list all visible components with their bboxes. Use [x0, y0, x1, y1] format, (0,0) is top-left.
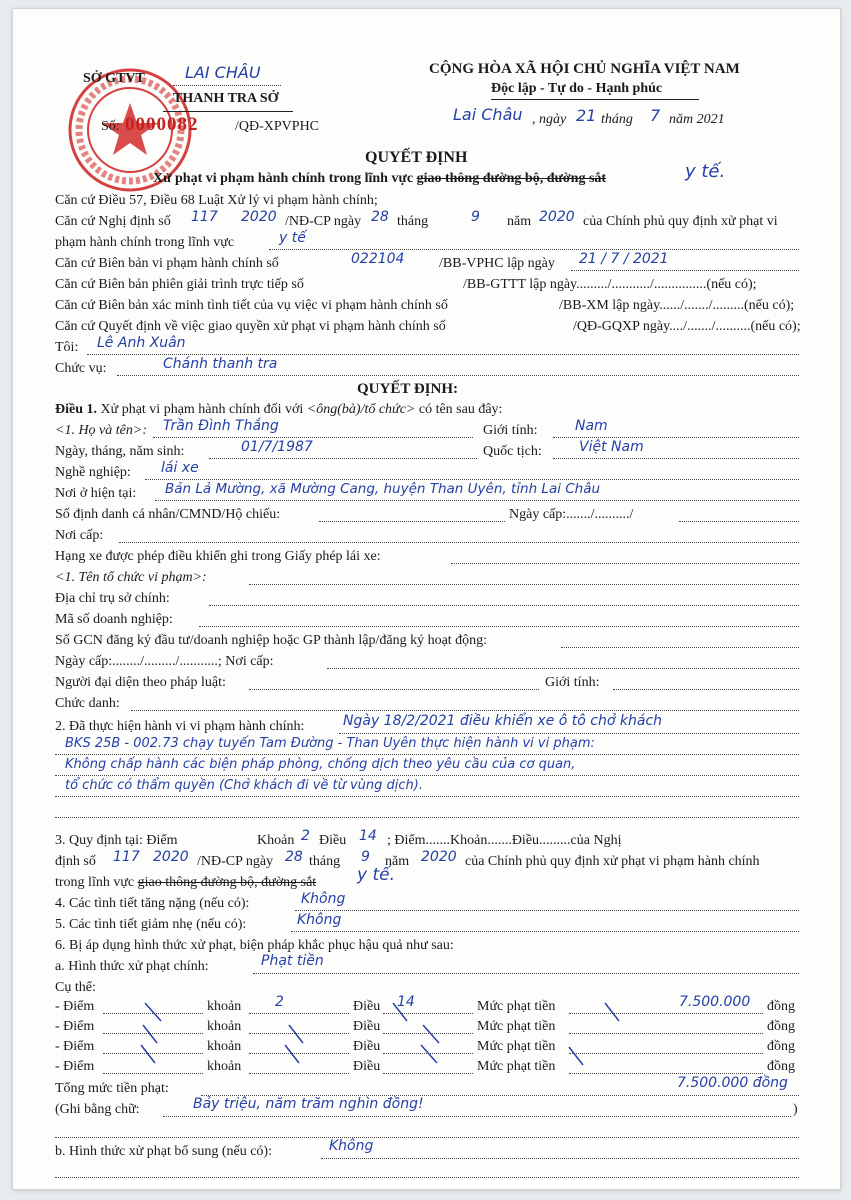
violation-text-1: Ngày 18/2/2021 điều khiển xe ô tô chở khách — [343, 713, 663, 729]
penalty-row-diem: - Điểm — [55, 1039, 95, 1054]
decision-title: QUYẾT ĐỊNH: — [357, 381, 458, 397]
regulation-decree-label: định số — [55, 854, 96, 869]
regulation-g: tháng — [309, 854, 341, 869]
regulation-khoan-label: Khoản — [257, 833, 295, 848]
penalty-words-value: Bảy triệu, năm trăm nghìn đồng! — [193, 1096, 424, 1112]
dotted-line — [269, 249, 799, 250]
mitigating-label: 5. Các tình tiết giảm nhẹ (nếu có): — [55, 917, 247, 932]
nationality-value: Việt Nam — [579, 439, 644, 455]
date-ngay-label: , ngày — [532, 112, 567, 127]
penalty-row-muc: Mức phạt tiền — [477, 999, 556, 1014]
decree-year: 2020 — [241, 209, 277, 225]
signer-label: Tôi: — [55, 340, 79, 355]
penalty-row-unit: đồng — [767, 1019, 795, 1034]
dotted-line — [295, 910, 799, 911]
dotted-line — [55, 817, 799, 818]
occupation-value: lái xe — [161, 460, 199, 476]
name-value: Trần Đình Thắng — [163, 418, 279, 434]
dotted-line — [153, 437, 473, 438]
record-date: 21 / 7 / 2021 — [579, 251, 669, 267]
position-value: Chánh thanh tra — [163, 356, 278, 372]
org-address-label: Địa chỉ trụ sở chính: — [55, 591, 170, 606]
dob-value: 01/7/1987 — [241, 439, 313, 455]
name-label: <1. Họ và tên>: — [55, 423, 147, 438]
org-rep-gender-label: Giới tính: — [545, 675, 600, 690]
regulation-label: 3. Quy định tại: Điểm — [55, 833, 178, 848]
regulation-decree-no: 117 — [113, 849, 140, 865]
basis-explain-label: Căn cứ Biên bản phiên giải trình trực tiếp số — [55, 277, 304, 292]
document-page — [12, 8, 841, 1190]
address-label: Nơi ở hiện tại: — [55, 486, 137, 501]
agency-province: LAI CHÂU — [185, 63, 261, 82]
penalty-row-muc: Mức phạt tiền — [477, 1059, 556, 1074]
violation-label: 2. Đã thực hiện hành vi vi phạm hành chính: — [55, 719, 305, 734]
penalty-total-label: Tổng mức tiền phạt: — [55, 1081, 169, 1096]
dotted-line — [155, 500, 799, 501]
penalty-row-dieu: Điều — [353, 1019, 381, 1034]
regulation-field-handwritten: y tế. — [357, 865, 395, 885]
org-issue-date: Ngày cấp:......../........./...........; Nơi cấp: — [55, 654, 274, 669]
dotted-line — [163, 1116, 791, 1117]
mitigating-value: Không — [297, 912, 342, 928]
signer-name: Lê Anh Xuân — [97, 335, 186, 351]
nationality-label: Quốc tịch: — [483, 444, 542, 459]
penalty-row-khoan: khoản — [207, 1059, 242, 1074]
dotted-line — [199, 626, 799, 627]
violation-text-3: Không chấp hành các biện pháp phòng, chống dịch theo yêu cầu của cơ quan, — [65, 757, 576, 772]
id-label: Số định danh cá nhân/CMND/Hộ chiếu: — [55, 507, 281, 522]
org-rep-label: Người đại diện theo pháp luật: — [55, 675, 226, 690]
dotted-line — [55, 1177, 799, 1178]
org-title-label: Chức danh: — [55, 696, 120, 711]
penalty-intro: 6. Bị áp dụng hình thức xử phạt, biện pháp khắc phục hậu quả như sau: — [55, 938, 454, 953]
violation-text-2: BKS 25B - 002.73 chạy tuyến Tam Đường - Than Uyên thực hiện hành vi vi phạm: — [65, 736, 595, 751]
penalty-row-amount: 7.500.000 — [679, 994, 751, 1010]
dotted-line — [679, 521, 799, 522]
org-taxcode-label: Mã số doanh nghiệp: — [55, 612, 173, 627]
basis-delegation-label: Căn cứ Quyết định về việc giao quyền xử phạt vi phạm hành chính số — [55, 319, 446, 334]
dotted-line — [553, 458, 799, 459]
doc-number-suffix: /QĐ-XPVPHC — [235, 119, 320, 134]
basis-decree-c: tháng — [397, 214, 429, 229]
date-day: 21 — [576, 106, 597, 125]
penalty-row-khoan: khoản — [207, 999, 242, 1014]
penalty-row-khoan-value: 2 — [275, 994, 284, 1010]
dotted-line — [253, 973, 799, 974]
dotted-line — [249, 584, 799, 585]
basis-explain-b: /BB-GTTT lập ngày........./.........../...............(nếu có); — [463, 277, 757, 292]
agency-prefix: SỞ GTVT — [83, 71, 145, 86]
dotted-line — [327, 668, 799, 669]
basis-verify-b: /BB-XM lập ngày....../......./.........(nếu có); — [559, 298, 795, 313]
penalty-total-value: 7.500.000 đồng — [677, 1075, 788, 1091]
penalty-row-khoan: khoản — [207, 1019, 242, 1034]
regulation-h: năm — [385, 854, 410, 869]
divider — [491, 99, 699, 100]
record-number: 022104 — [351, 251, 405, 267]
penalty-extra-value: Không — [329, 1138, 374, 1154]
penalty-row-unit: đồng — [767, 1039, 795, 1054]
empty-rows-strike-marks — [53, 999, 653, 1079]
dotted-line — [209, 458, 477, 459]
decree-month: 9 — [471, 209, 480, 225]
dotted-line — [55, 754, 799, 755]
aggravating-label: 4. Các tình tiết tăng nặng (nếu có): — [55, 896, 250, 911]
divider — [163, 111, 293, 112]
dotted-line — [55, 1137, 799, 1138]
aggravating-value: Không — [301, 891, 346, 907]
dotted-line — [571, 270, 799, 271]
gender-label: Giới tính: — [483, 423, 538, 438]
org-gcn-label: Số GCN đăng ký đầu tư/doanh nghiệp hoặc GP thành lập/đăng ký hoạt động: — [55, 633, 488, 648]
basis-decree-label: Căn cứ Nghị định số — [55, 214, 171, 229]
regulation-field: trong lĩnh vực giao thông đường bộ, đường sắt — [55, 875, 317, 890]
dotted-line — [55, 775, 799, 776]
penalty-words-label: (Ghi bằng chữ: — [55, 1102, 140, 1117]
basis-field-label: phạm hành chính trong lĩnh vực — [55, 235, 235, 250]
national-motto: Độc lập - Tự do - Hạnh phúc — [491, 81, 663, 96]
dotted-line — [561, 647, 799, 648]
decree-year2: 2020 — [539, 209, 575, 225]
date-year: năm 2021 — [669, 112, 725, 127]
id-date: Ngày cấp:......./........../ — [509, 507, 634, 522]
doc-number-prefix: Số: — [101, 119, 120, 134]
dotted-line — [319, 521, 505, 522]
occupation-label: Nghề nghiệp: — [55, 465, 131, 480]
penalty-row-diem: - Điểm — [55, 1059, 95, 1074]
basis-law: Căn cứ Điều 57, Điều 68 Luật Xử lý vi phạm hành chính; — [55, 193, 378, 208]
regulation-year: 2020 — [421, 849, 457, 865]
license-class-label: Hạng xe được phép điều khiển ghi trong Giấy phép lái xe: — [55, 549, 381, 564]
penalty-main-label: a. Hình thức xử phạt chính: — [55, 959, 209, 974]
basis-delegation-b: /QĐ-GQXP ngày..../......./..........(nếu có); — [573, 319, 801, 334]
date-month: 7 — [650, 106, 661, 125]
field-handwritten: y tế — [279, 230, 306, 246]
penalty-detail-label: Cụ thể: — [55, 980, 96, 995]
dotted-line — [145, 479, 799, 480]
dotted-line — [131, 710, 799, 711]
country-name: CỘNG HÒA XÃ HỘI CHỦ NGHĨA VIỆT NAM — [429, 61, 740, 77]
penalty-row-dieu: Điều — [353, 999, 381, 1014]
penalty-row-unit: đồng — [767, 999, 795, 1014]
org-name-label: <1. Tên tổ chức vi phạm>: — [55, 570, 207, 585]
regulation-dieu-label: Điều — [319, 833, 347, 848]
position-label: Chức vụ: — [55, 361, 107, 376]
penalty-main-value: Phạt tiền — [261, 953, 324, 969]
basis-decree-b: /NĐ-CP ngày — [285, 214, 362, 229]
regulation-khoan: 2 — [301, 828, 310, 844]
regulation-day: 28 — [285, 849, 303, 865]
basis-decree-d: năm — [507, 214, 532, 229]
dotted-line — [249, 689, 539, 690]
penalty-row-diem: - Điểm — [55, 1019, 95, 1034]
dob-label: Ngày, tháng, năm sinh: — [55, 444, 185, 459]
basis-decree-e: của Chính phủ quy định xử phạt vi — [583, 214, 778, 229]
penalty-row-unit: đồng — [767, 1059, 795, 1074]
dotted-line — [553, 437, 799, 438]
dotted-line — [209, 605, 799, 606]
penalty-extra-label: b. Hình thức xử phạt bổ sung (nếu có): — [55, 1144, 272, 1159]
penalty-row-khoan: khoản — [207, 1039, 242, 1054]
basis-record-label: Căn cứ Biên bản vi phạm hành chính số — [55, 256, 279, 271]
doc-number-value: 0000082 — [125, 114, 199, 135]
basis-record-b: /BB-VPHC lập ngày — [439, 256, 555, 271]
penalty-row-diem: - Điểm — [55, 999, 95, 1014]
penalty-row-dieu: Điều — [353, 1059, 381, 1074]
dotted-line — [173, 85, 281, 86]
dotted-line — [613, 689, 799, 690]
doc-subtitle-handwritten: y tế. — [685, 161, 726, 182]
penalty-row-muc: Mức phạt tiền — [477, 1019, 556, 1034]
doc-title: QUYẾT ĐỊNH — [365, 149, 468, 166]
dotted-line — [55, 796, 799, 797]
regulation-dieu: 14 — [359, 828, 377, 844]
penalty-row-muc: Mức phạt tiền — [477, 1039, 556, 1054]
penalty-row-dieu: Điều — [353, 1039, 381, 1054]
dotted-line — [119, 542, 799, 543]
penalty-words-end: ) — [793, 1102, 798, 1117]
issued-place-label: Nơi cấp: — [55, 528, 104, 543]
regulation-i: của Chính phủ quy định xử phạt vi phạm hành chính — [465, 854, 760, 869]
regulation-month: 9 — [361, 849, 370, 865]
gender-value: Nam — [575, 418, 608, 434]
dotted-line — [87, 354, 799, 355]
violation-text-4: tổ chức có thẩm quyền (Chở khách đi về từ vùng dịch). — [65, 778, 424, 793]
address-value: Bản Lả Mường, xã Mường Cang, huyện Than Uyên, tỉnh Lai Châu — [165, 481, 601, 497]
decree-number: 117 — [191, 209, 218, 225]
regulation-decree-year: 2020 — [153, 849, 189, 865]
article1-heading: Điều 1. Xử phạt vi phạm hành chính đối với <ông(bà)/tổ chức> có tên sau đây: — [55, 402, 503, 417]
agency-office: THANH TRA SỞ — [173, 91, 279, 106]
basis-verify-label: Căn cứ Biên bản xác minh tình tiết của vụ việc vi phạm hành chính số — [55, 298, 448, 313]
dotted-line — [451, 563, 799, 564]
doc-subtitle: Xử phạt vi phạm hành chính trong lĩnh vực giao thông đường bộ, đường sắt — [153, 171, 607, 186]
place: Lai Châu — [453, 105, 523, 124]
regulation-f: /NĐ-CP ngày — [197, 854, 274, 869]
dotted-line — [291, 931, 799, 932]
dotted-line — [117, 375, 799, 376]
regulation-rest: ; Điểm.......Khoản.......Điều.........của Nghị — [387, 833, 622, 848]
dotted-line — [339, 733, 799, 734]
penalty-row-dieu-value: 14 — [397, 994, 415, 1010]
decree-day: 28 — [371, 209, 389, 225]
date-thang-label: tháng — [601, 112, 633, 127]
dotted-line — [321, 1158, 799, 1159]
